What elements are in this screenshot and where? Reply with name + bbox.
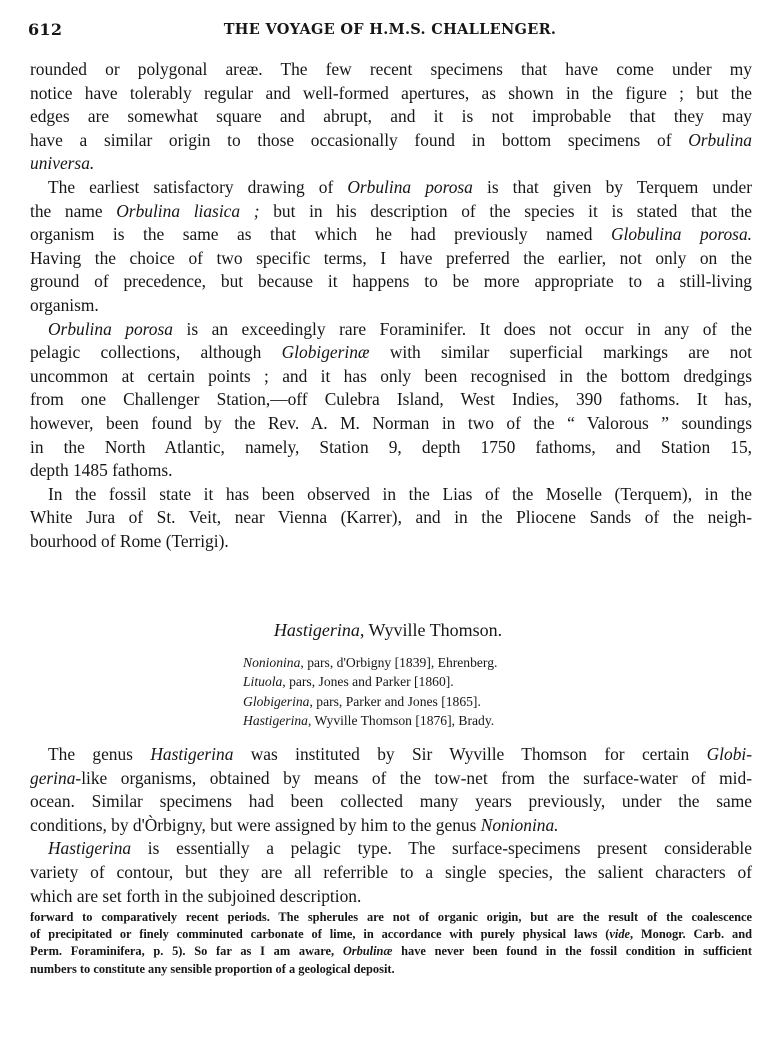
italic-text: Orbulina xyxy=(688,129,752,150)
text-segment: depth 1485 fathoms. xyxy=(30,460,173,481)
text-line xyxy=(30,767,752,791)
text-line xyxy=(30,743,752,767)
page-number: 612 xyxy=(28,20,63,39)
text-line xyxy=(30,223,752,247)
genus-heading xyxy=(0,620,776,641)
text-segment: , pars, Parker and Jones [1865]. xyxy=(309,693,481,709)
text-line xyxy=(30,270,752,294)
running-title: THE VOYAGE OF H.M.S. CHALLENGER. xyxy=(223,21,557,38)
text-line xyxy=(30,506,752,530)
text-line xyxy=(243,711,497,730)
text-segment: uncommon at certain points ; and it has only been recognised in the bottom dredgings xyxy=(30,365,752,386)
text-segment: variety of contour, but they are all referrible to a single species, the salient characters of xyxy=(30,861,752,882)
text-segment: organism is the same as that which he had previously named xyxy=(30,224,611,245)
text-segment: rounded or polygonal areæ. The few recent specimens that have come under my xyxy=(30,59,752,79)
text-segment: however, been found by the Rev. A. M. Norman in two of the “ Valorous ” soundings xyxy=(30,412,752,433)
text-segment: is essentially a pelagic type. The surface-specimens present considerable xyxy=(131,838,752,859)
italic-text: Orbulina porosa xyxy=(48,318,173,339)
italic-text: Hastigerina xyxy=(150,744,234,764)
synonymy-list xyxy=(243,653,497,731)
text-line xyxy=(30,129,752,153)
text-segment: have a similar origin to those occasionally found in bottom specimens of xyxy=(30,129,689,150)
text-line xyxy=(243,672,497,691)
text-line xyxy=(30,200,752,224)
italic-text: Globigerinæ xyxy=(281,342,370,363)
text-line xyxy=(30,885,752,909)
italic-text: Globigerina xyxy=(243,693,310,709)
text-line xyxy=(30,412,752,436)
text-segment: In the fossil state it has been observed in the Lias of the Moselle (Terquem), in the xyxy=(48,483,752,504)
body-text-section-2 xyxy=(30,743,752,908)
text-line xyxy=(243,653,497,672)
text-segment: notice have tolerably regular and well-formed apertures, as shown in the figure ; but the xyxy=(30,82,752,103)
text-line xyxy=(30,814,752,838)
text-segment: the name xyxy=(30,200,117,221)
italic-text: gerina xyxy=(30,767,76,788)
text-line xyxy=(30,341,752,365)
italic-text: vide xyxy=(609,927,631,942)
text-segment: have never been found in the fossil condition in sufficient xyxy=(392,944,752,959)
text-line xyxy=(30,961,752,978)
text-segment: -like organisms, obtained by means of the tow-net from the surface-water of mid- xyxy=(75,767,752,788)
text-segment: The genus xyxy=(48,744,151,764)
italic-text: Orbulinæ xyxy=(342,944,393,959)
italic-text: Hastigerina xyxy=(243,713,308,729)
running-header xyxy=(28,20,752,44)
italic-text: Globi- xyxy=(706,744,753,764)
text-line xyxy=(30,926,752,943)
text-segment: Having the choice of two specific terms, I have preferred the earlier, not only on the xyxy=(30,247,752,268)
text-line xyxy=(30,483,752,507)
italic-text: Nonionina xyxy=(243,655,301,670)
text-line xyxy=(30,82,752,106)
text-segment: from one Challenger Station,—off Culebra Island, West Indies, 390 fathoms. It has, xyxy=(30,389,752,410)
text-segment: , pars, Jones and Parker [1860]. xyxy=(282,674,454,690)
text-segment: , pars, d'Orbigny [1839], Ehrenberg. xyxy=(300,655,498,670)
italic-text: Hastigerina xyxy=(48,838,132,859)
text-line xyxy=(30,176,752,200)
text-segment: was instituted by Sir Wyville Thomson for certain xyxy=(233,744,707,764)
italic-text: Orbulina porosa xyxy=(347,176,473,197)
text-segment: edges are somewhat square and abrupt, and it is not improbable that they may xyxy=(30,106,752,127)
text-line xyxy=(30,790,752,814)
text-segment: White Jura of St. Veit, near Vienna (Karrer), and in the Pliocene Sands of the neigh- xyxy=(30,507,752,528)
text-line xyxy=(30,152,752,176)
text-segment: bourhood of Rome (Terrigi). xyxy=(30,530,229,551)
text-segment: , Monogr. Carb. and xyxy=(630,927,752,942)
text-line xyxy=(30,294,752,318)
italic-text: Lituola xyxy=(243,674,283,690)
text-line xyxy=(30,247,752,271)
text-line xyxy=(30,909,752,926)
text-segment: organism. xyxy=(30,294,99,315)
text-segment: pelagic collections, although xyxy=(30,342,282,363)
text-line xyxy=(30,530,752,554)
text-line xyxy=(30,105,752,129)
italic-text: universa. xyxy=(30,153,95,174)
text-segment: of precipitated or finely comminuted carbonate of lime, in accordance with purely physical laws ( xyxy=(30,927,610,942)
text-segment: but in his description of the species it is stated that the xyxy=(259,200,752,221)
text-line xyxy=(30,318,752,342)
text-segment: with similar superficial markings are not xyxy=(369,342,753,363)
text-segment: forward to comparatively recent periods. The spherules are not of organic origin, but are the result of the coalescence xyxy=(30,910,752,924)
genus-name: Hastigerina xyxy=(273,620,360,640)
body-text-section-1 xyxy=(30,58,752,553)
text-line xyxy=(30,388,752,412)
text-line xyxy=(30,861,752,885)
text-line xyxy=(30,943,752,960)
text-line xyxy=(30,837,752,861)
genus-author: , Wyville Thomson. xyxy=(359,620,503,640)
text-segment: in the North Atlantic, namely, Station 9, depth 1750 fathoms, and Station 15, xyxy=(30,436,752,457)
italic-text: Nonionina. xyxy=(480,814,559,835)
text-line xyxy=(30,365,752,389)
text-segment: ocean. Similar specimens had been collected many years previously, under the same xyxy=(30,791,752,812)
italic-text: Globulina porosa. xyxy=(610,224,752,245)
text-line xyxy=(30,459,752,483)
text-segment: numbers to constitute any sensible proportion of a geological deposit. xyxy=(30,961,395,976)
text-segment: The earliest satisfactory drawing of xyxy=(48,176,348,197)
text-line xyxy=(30,436,752,460)
text-segment: is that given by Terquem under xyxy=(472,176,752,197)
text-segment: which are set forth in the subjoined description. xyxy=(30,885,362,906)
text-segment: Perm. Foraminifera, p. 5). So far as I am aware, xyxy=(30,944,343,959)
text-line xyxy=(30,58,752,82)
text-segment: is an exceedingly rare Foraminifer. It does not occur in any of the xyxy=(172,318,752,339)
text-segment: ground of precedence, but because it happens to be more appropriate to a still-living xyxy=(30,271,752,292)
text-line xyxy=(243,692,497,711)
footnote xyxy=(30,909,752,978)
text-segment: conditions, by d'Òrbigny, but were assigned by him to the genus xyxy=(30,814,481,835)
italic-text: Orbulina liasica ; xyxy=(116,200,260,221)
text-segment: , Wyville Thomson [1876], Brady. xyxy=(307,713,495,729)
